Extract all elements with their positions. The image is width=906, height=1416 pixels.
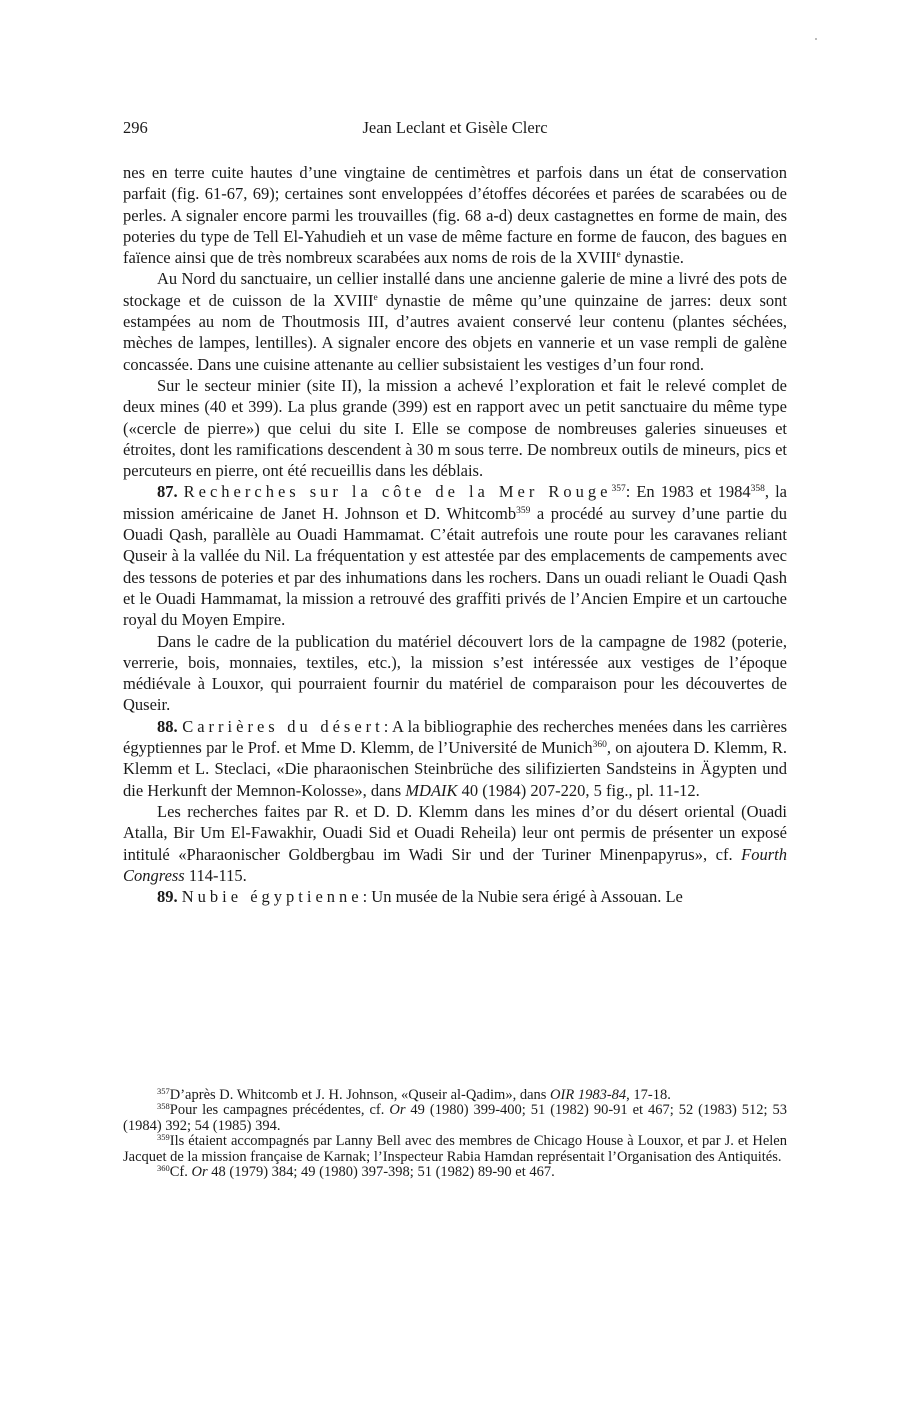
paragraph-text: Au Nord du sanctuaire, un cellier installé dans une ancienne galerie de mine a livré des pots de stockage et de cuisson de la XVIII — [123, 269, 787, 310]
paragraph-text: 114-115. — [184, 865, 247, 885]
footnote-359 — [123, 1134, 787, 1165]
paragraph-text: : En 1983 et 1984 — [625, 482, 751, 502]
paragraph-text: : A la bibliographie des recherches menées dans les carrières égyptiennes par le Prof. et Mme D. Klemm, de l’Université de Munich — [123, 716, 787, 758]
section-number: 89. — [157, 887, 178, 907]
footnote-italic: Or — [191, 1164, 208, 1181]
footnote-italic: OIR 1983-84 — [550, 1087, 627, 1103]
paragraph-text: 40 (1984) 207-220, 5 fig., pl. 11-12. — [457, 780, 700, 800]
footnote-text: Ils étaient accompagnés par Lanny Bell avec des membres de Chicago House à Louxor, et par J. et Helen Jacquet de la mission française de Karnak; l’Inspecteur Rabia Hamdan représentait l’Organisation des Antiquités. — [123, 1133, 787, 1165]
section-title: Recherches sur la côte de la Mer Rouge — [183, 482, 612, 502]
paragraph-2 — [123, 268, 787, 374]
footnote-text: D’après D. Whitcomb et J. H. Johnson, «Quseir al-Qadim», dans — [169, 1087, 551, 1103]
footnote-ref: 358 — [750, 484, 765, 495]
footnote-number: 358 — [157, 1101, 170, 1112]
conference-title: Fourth Congress — [123, 844, 787, 885]
paragraph-text: nes en terre cuite hautes d’une vingtaine de centimètres et parfois dans un état de conservation parfait (fig. 61-67, 69); certaines sont enveloppées d’étoffes décorées et parées de scarabées ou de perles. A signaler encore parmi les trouvailles (fig. 68 a-d) deux castagnettes en forme de main, des poteries du type de Tell El-Yahudieh et un vase de même facture en forme de faucon, des bagues en faïence ainsi que de très nombreux scarabées aux noms de rois de la XVIII — [123, 163, 787, 268]
footnote-number: 359 — [157, 1132, 170, 1143]
footnote-ref: 359 — [516, 505, 531, 516]
footnote-358 — [123, 1103, 787, 1134]
footnotes — [123, 1088, 787, 1180]
footnote-number: 357 — [157, 1086, 170, 1096]
footnote-ref: 357 — [611, 484, 626, 495]
section-88 — [123, 716, 787, 801]
footnote-text: 49 (1980) 399-400; 51 (1982) 90-91 et 467; 52 (1983) 512; 53 (1984) 392; 54 (1985) 394. — [123, 1102, 787, 1134]
journal-title: MDAIK — [405, 780, 458, 800]
paragraph-text: dynastie. — [620, 248, 684, 268]
footnote-ref: 360 — [592, 740, 607, 751]
footnote-text: Pour les campagnes précédentes, cf. — [169, 1102, 390, 1119]
page-number: 296 — [123, 118, 148, 137]
footnote-text: , 17-18. — [626, 1087, 671, 1103]
footnote-360 — [123, 1165, 787, 1180]
footnote-text: Cf. — [169, 1164, 192, 1181]
body-text — [123, 162, 787, 907]
footnote-number: 360 — [157, 1163, 170, 1174]
paragraph-7 — [123, 801, 787, 886]
superscript: e — [373, 292, 378, 303]
section-number: 88. — [157, 716, 178, 736]
paragraph-3: Sur le secteur minier (site II), la mission a achevé l’exploration et fait le relevé complet de deux mines (40 et 399). La plus grande (399) est en rapport avec un petit sanctuaire du même type («cercle de pierre») que celui du site I. Elle se compose de nombreuses galeries sinueuses et étroites, dont les ramifications descendent à 30 m sous terre. De nombreux outils de mineurs, pics et percuteurs en pierre, ont été recueillis dans les déblais. — [123, 375, 787, 481]
paragraph-text: dynastie de même qu’une quinzaine de jarres: deux sont estampées au nom de Thoutmosis III, d’autres avaient conservé leur contenu (plantes séchées, mèches de lampes, lentilles). A signaler encore des objets en vannerie et un vase rempli de galène concassée. Dans une cuisine attenante au cellier subsistaient les vestiges d’un four rond. — [123, 290, 787, 374]
section-title: Carrières du désert — [182, 716, 384, 736]
section-87 — [123, 481, 787, 630]
section-89 — [123, 886, 787, 907]
paragraph-text: , on ajoutera D. Klemm, R. Klemm et L. Steclaci, «Die pharaonischen Steinbrüche des silifizierten Sandsteins in Ägypten und die Herkunft der Memnon-Kolosse», dans — [123, 738, 787, 800]
paragraph-text: a procédé au survey d’une partie du Ouadi Qash, parallèle au Ouadi Hammamat. C’était autrefois une route pour les caravanes reliant Quseir à la vallée du Nil. La fréquentation y est attestée par des emplacements de campements avec des tessons de poteries et par des inhumations dans les rochers. Dans un ouadi reliant le Ouadi Qash et le Ouadi Hammamat, la mission a retrouvé des graffiti privés de l’Ancien Empire et un cartouche royal du Moyen Empire. — [123, 503, 787, 630]
paragraph-1 — [123, 162, 787, 268]
paragraph-text: : Un musée de la Nubie sera érigé à Assouan. Le — [362, 887, 683, 907]
section-title: Nubie égyptienne — [181, 887, 363, 907]
paragraph-text: , la mission américaine de Janet H. Johnson et D. Whitcomb — [123, 482, 787, 523]
running-head: Jean Leclant et Gisèle Clerc — [362, 118, 548, 137]
superscript: e — [616, 250, 621, 261]
paragraph-text: Les recherches faites par R. et D. D. Klemm dans les mines d’or du désert oriental (Ouadi Atalla, Bir Um El-Fawakhir, Ouadi Sid et Ouadi Reheila) leur ont permis de présenter un exposé intitulé «Pharaonischer Goldbergbau im Wadi Sir und der Turiner Minenpapyrus», cf. — [123, 801, 787, 864]
paragraph-5: Dans le cadre de la publication du matériel découvert lors de la campagne de 1982 (poterie, verrerie, bois, monnaies, textiles, etc.), la mission s’est intéressée aux vestiges de l’époque médiévale à Louxor, qui pourraient fournir du matériel de comparaison pour les découvertes de Quseir. — [123, 631, 787, 715]
scan-speck — [815, 38, 817, 40]
footnote-italic: Or — [389, 1102, 406, 1119]
section-number: 87. — [157, 482, 178, 502]
page-header — [123, 118, 787, 142]
footnote-text: 48 (1979) 384; 49 (1980) 397-398; 51 (1982) 89-90 et 467. — [207, 1164, 555, 1181]
